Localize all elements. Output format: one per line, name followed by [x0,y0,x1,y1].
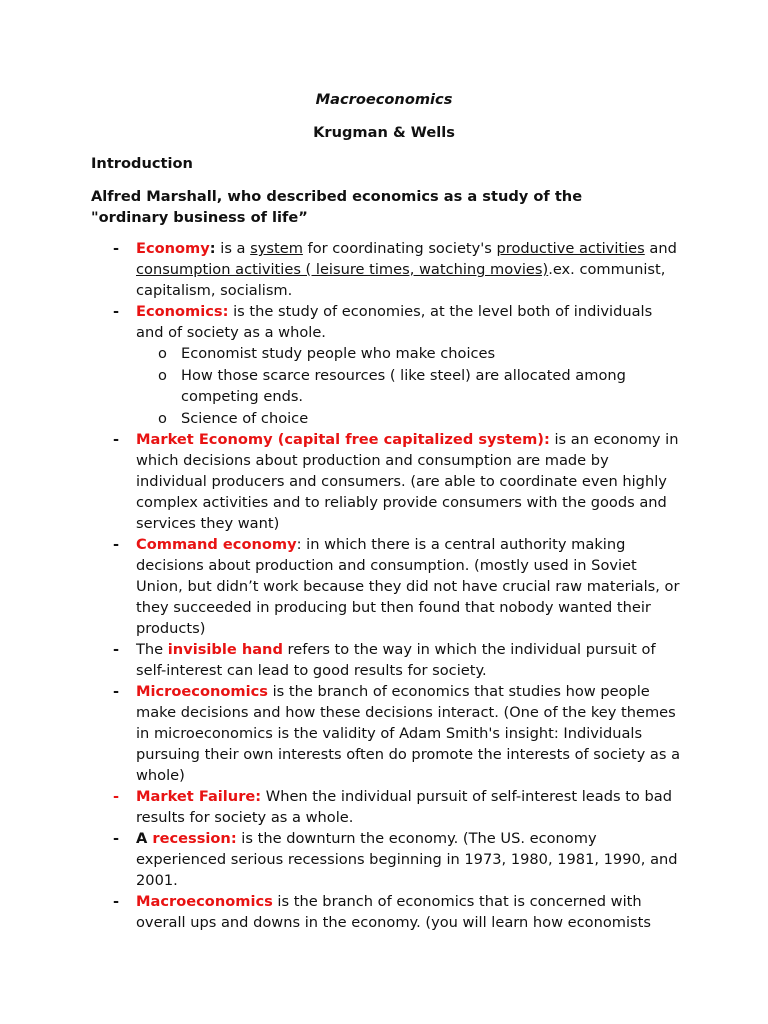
list-item-microeconomics [0,681,681,786]
definition: is the downturn the economy. (The US. economy experienced serious recessions beginning in 1973, 1980, 1981, 1990, and 2001. [136,830,678,889]
sub-bullet: o [158,366,167,384]
document-title: Macroeconomics [315,91,453,108]
sub-bullet: o [158,345,167,362]
text: and [644,240,677,257]
prefix: A [136,830,153,847]
definition: When the individual pursuit of self-interest leads to bad results for society as a whole. [136,788,672,826]
list-dash: - [113,788,120,805]
underlined-text: system [250,240,303,257]
sub-item [0,365,681,408]
definition: is the study of economies, at the level both of individuals and of society as a whole. [136,303,653,341]
definition: refers to the way in which the individual pursuit of self-interest can lead to good results for society. [136,641,656,679]
text: .ex. communist, capitalism, socialism. [136,261,666,299]
list-dash: - [113,536,120,553]
term: Command economy [136,536,297,553]
list-dash: - [113,893,120,910]
underlined-text: consumption activities ( leisure times, watching movies) [136,261,549,278]
document-subtitle: Krugman & Wells [313,124,455,141]
text: is a [215,240,251,257]
sub-item [0,408,681,430]
term: recession: [152,830,237,847]
list-dash: - [113,431,120,448]
definition: is the branch of economics that studies how people make decisions and how these decisions interact. (One of the key themes in microeconomics is the validity of Adam Smith's insight: Individuals pursuing their own interests often do promote the interests of society as a whole) [136,683,681,784]
prefix: The [136,641,168,658]
section-heading: Introduction [91,155,193,172]
definition-list [0,238,768,933]
term: Economics: [136,303,229,320]
list-item-macroeconomics [0,891,681,933]
list-dash: - [113,830,120,847]
term: Economy [136,240,210,257]
term: Macroeconomics [136,893,273,910]
term: Market Economy (capital free capitalized system): [136,431,550,448]
list-dash: - [113,683,120,700]
sub-item-text: How those scarce resources ( like steel) are allocated among competing ends. [181,366,626,405]
list-item-economy [0,238,681,301]
list-dash: - [113,240,120,257]
term: Market Failure: [136,788,262,805]
intro-quote: Alfred Marshall, who described economics as a study of the "ordinary business of life” [91,188,583,226]
term: Microeconomics [136,683,268,700]
sub-bullet: o [158,409,167,427]
definition: is the branch of economics that is concerned with overall ups and downs in the economy. (you will learn how economists [136,893,651,931]
list-dash: - [113,303,120,320]
list-item-economics [0,301,681,343]
underlined-text: productive activities [496,240,645,257]
definition: is an economy in which decisions about production and consumption are made by individual producers and consumers. (are able to coordinate even highly complex activities and to reliably provide consumers with the goods and services they want) [136,431,679,532]
list-item-market-economy [0,429,681,534]
sub-item [0,343,681,365]
sub-item-text: Economist study people who make choices [181,345,496,362]
list-item-command-economy [0,534,681,639]
list-dash: - [113,641,120,658]
term-colon: : [209,240,216,257]
sub-item-text: Science of choice [181,409,309,427]
definition: : in which there is a central authority making decisions about production and consumption. (mostly used in Soviet Union, but didn’t work because they did not have crucial raw materials, or they succeeded in producing but then found that nobody wanted their products) [136,536,680,637]
list-item-recession [0,828,681,891]
list-item-invisible-hand [0,639,681,681]
term: invisible hand [167,641,283,658]
text: for coordinating society's [302,240,497,257]
list-item-market-failure [0,786,681,828]
